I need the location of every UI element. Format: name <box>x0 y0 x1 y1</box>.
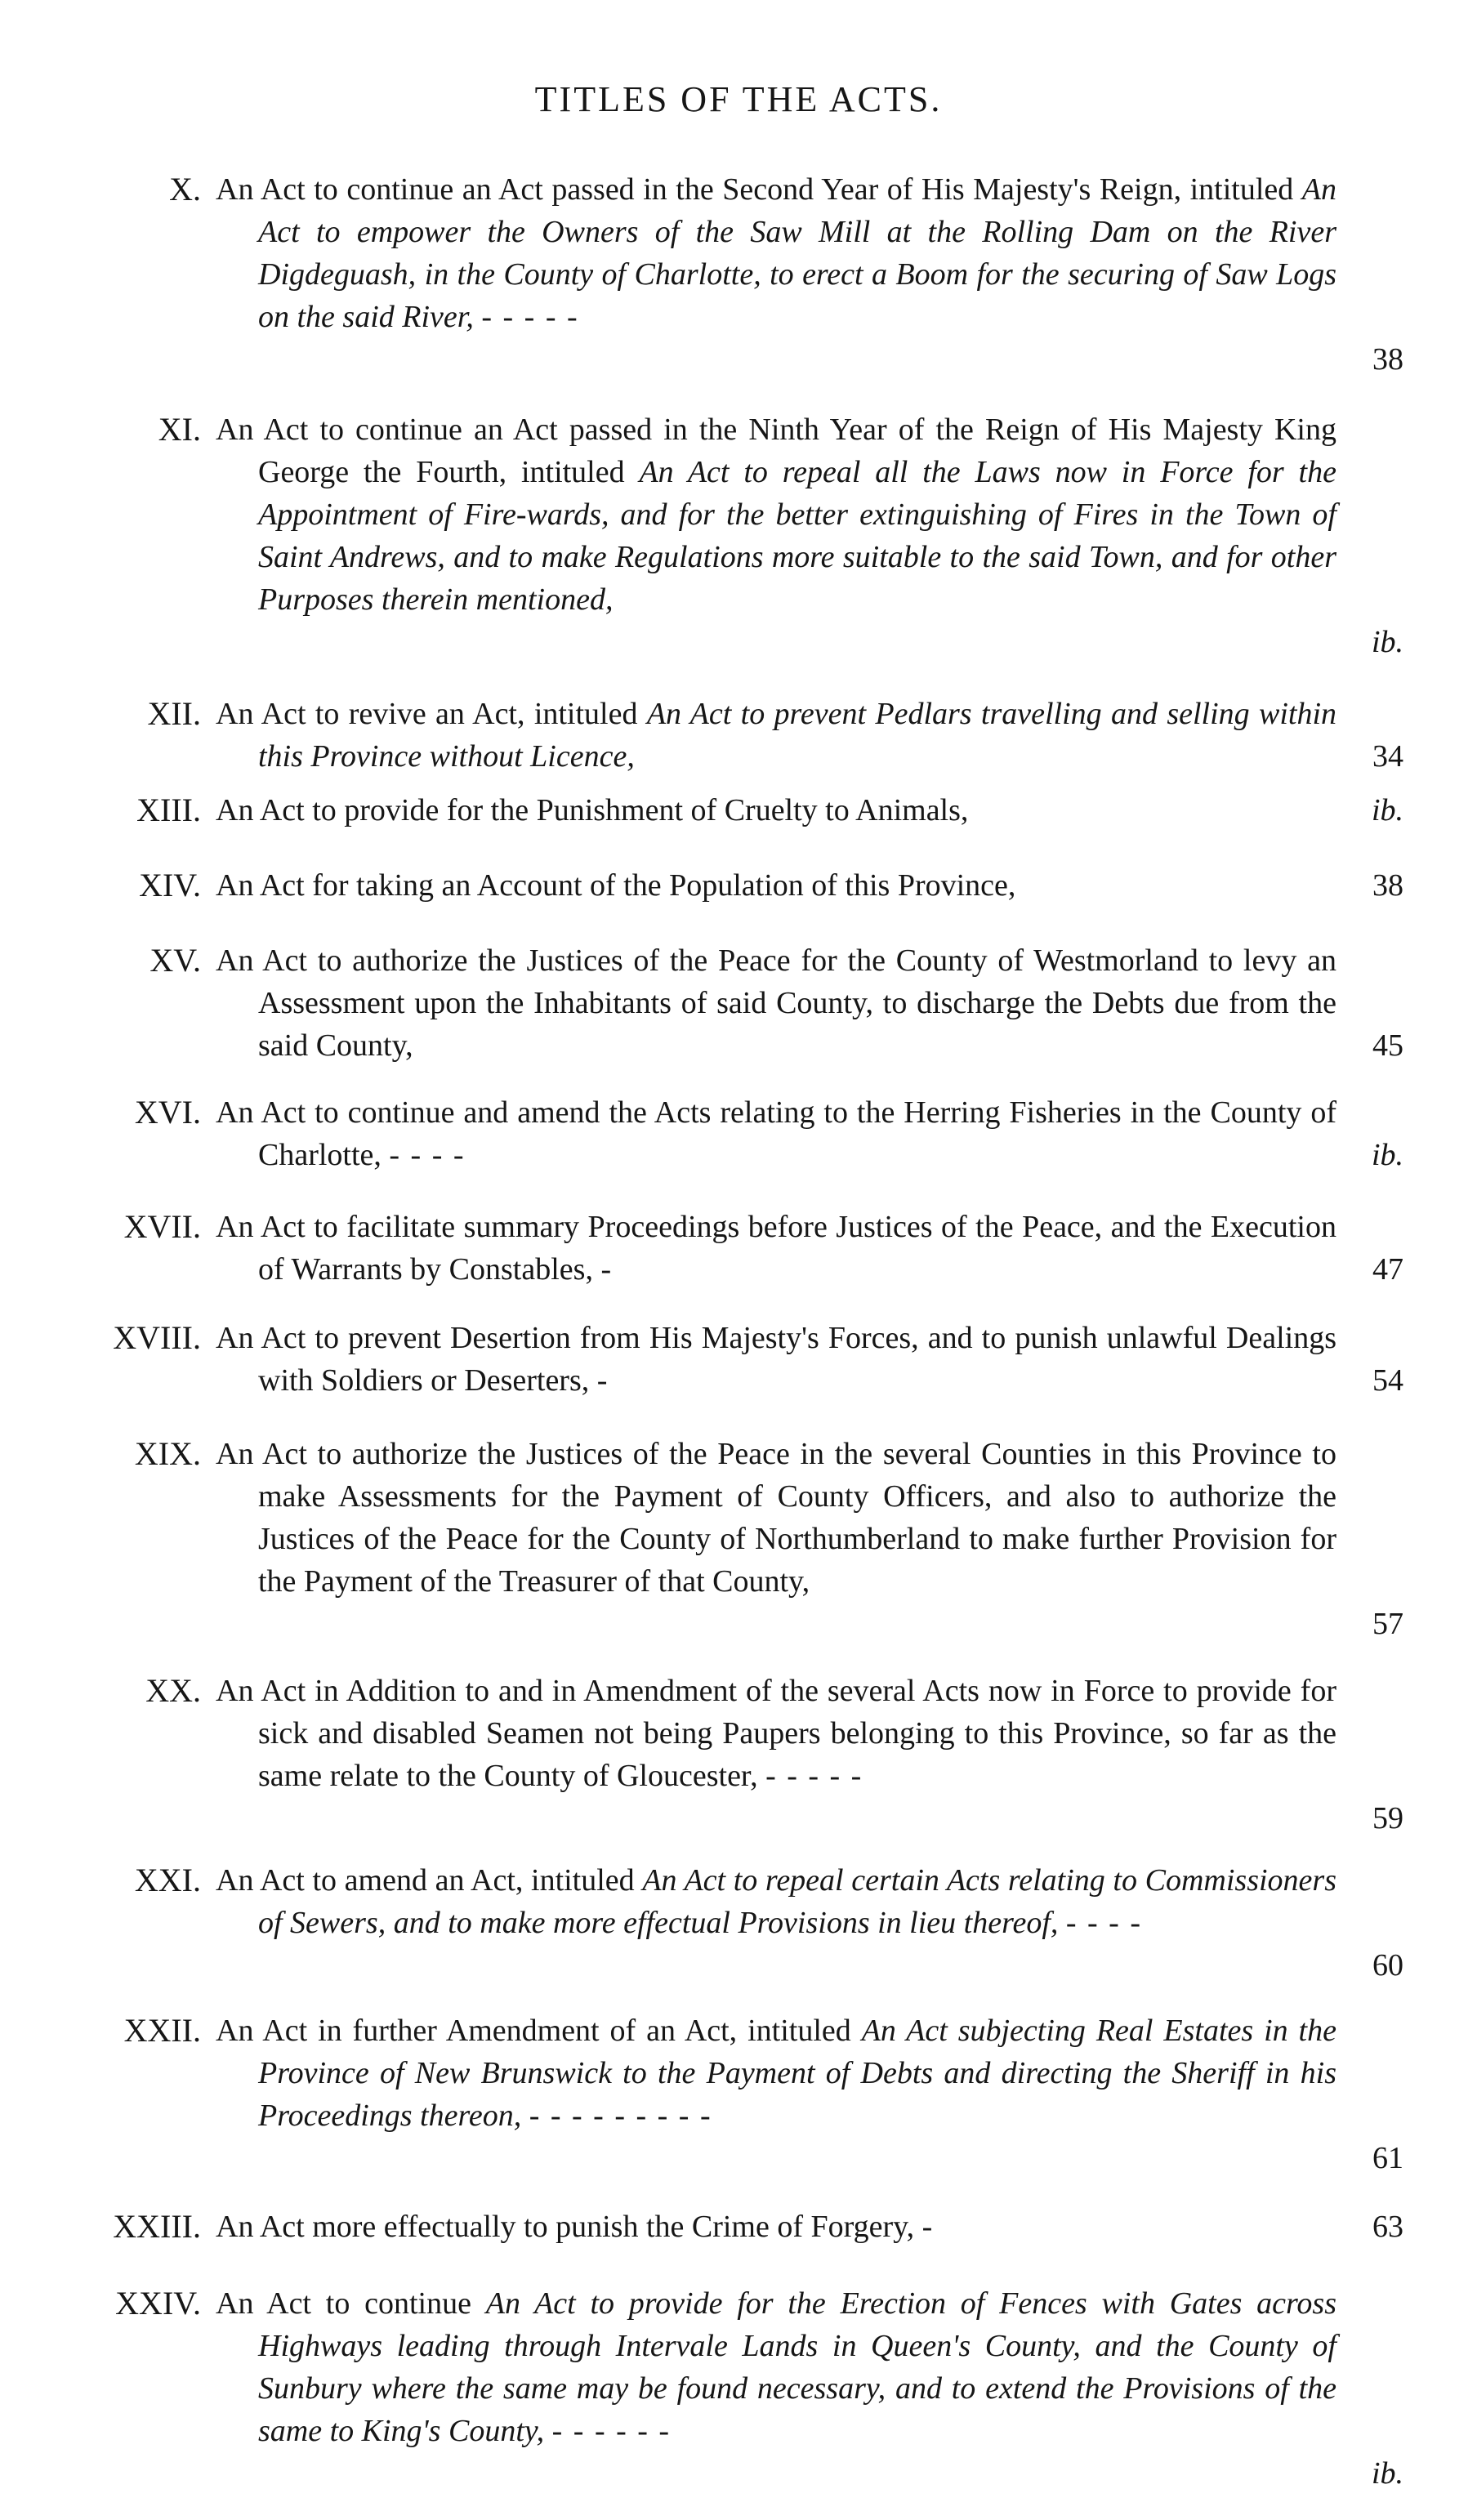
act-text: An Act to revive an Act, intituled <box>216 697 647 731</box>
act-text: An Act to facilitate summary Proceedings before Justices of the Peace, and the Execution of Warrants by Constables, <box>216 1210 1336 1287</box>
leader-dots: - - - - - - <box>551 2414 672 2448</box>
act-text: An Act more effectually to punish the Crime of Forgery, <box>216 2210 915 2244</box>
page-reference: 47 <box>1372 1252 1403 1287</box>
act-numeral: XIV. <box>139 867 201 903</box>
act-title <box>216 789 1336 832</box>
act-numeral: XXIII. <box>113 2208 201 2245</box>
act-title <box>216 1670 1336 1797</box>
page-reference: 60 <box>1372 1948 1403 1983</box>
act-numeral: XIX. <box>134 1435 201 1472</box>
page-reference: 57 <box>1372 1607 1403 1641</box>
act-numeral: XVIII. <box>113 1319 201 1356</box>
act-text: An Act to authorize the Justices of the Peace in the several Counties in this Province to make Assessments for the Payment of County Officers, and also to authorize the Justices of the Peace for the County of Northumberland to make further Provision for the Payment of the Treasurer of that County, <box>216 1437 1336 1599</box>
act-title <box>216 2282 1336 2452</box>
page-reference: ib. <box>1371 2456 1403 2491</box>
act-title <box>216 939 1336 1067</box>
act-numeral: XX. <box>145 1672 201 1709</box>
act-title <box>216 408 1336 621</box>
page-title: TITLES OF THE ACTS. <box>534 79 943 119</box>
act-numeral: XVI. <box>134 1094 201 1131</box>
act-text: An Act for taking an Account of the Population of this Province, <box>216 868 1016 903</box>
act-numeral: XVII. <box>123 1208 201 1245</box>
act-italic-title: An Act to provide for the Erection of Fences with Gates across Highways leading through Intervale Lands in Queen's County, and the County of Sunbury where the same may be found necessary, and to extend the Provisions of the same to King's County, <box>258 2286 1336 2448</box>
act-text: An Act in Addition to and in Amendment of the several Acts now in Force to provide for sick and disabled Seamen not being Paupers belonging to this Province, so far as the same relate to the County of Gloucester, <box>216 1674 1336 1793</box>
act-numeral: XXI. <box>134 1862 201 1898</box>
leader-dots: - - - - - - - - - <box>529 2099 712 2133</box>
page-reference: 38 <box>1372 868 1403 903</box>
act-numeral: XII. <box>147 695 201 732</box>
act-numeral: XV. <box>149 942 201 979</box>
act-title <box>216 168 1336 338</box>
act-title <box>216 2009 1336 2137</box>
leader-dots: - - - - - <box>765 1759 863 1793</box>
leader-dots: - - - - <box>1065 1906 1142 1940</box>
leader-dots: - - - - <box>389 1138 466 1172</box>
act-numeral: X. <box>169 171 201 207</box>
act-title <box>216 1206 1336 1291</box>
act-text: An Act to prevent Desertion from His Majesty's Forces, and to punish unlawful Dealings with Soldiers or Deserters, <box>216 1321 1336 1398</box>
act-numeral: XXII. <box>123 2012 201 2049</box>
act-italic-title: An Act to prevent Pedlars travelling and selling within this Province without Licence, <box>258 697 1336 774</box>
act-text: An Act to authorize the Justices of the Peace for the County of Westmorland to levy an Assessment upon the Inhabitants of said County, to discharge the Debts due from the said County, <box>216 943 1336 1063</box>
act-numeral: XIII. <box>136 792 201 828</box>
leader-dots: - <box>600 1252 614 1287</box>
act-title <box>216 864 1336 907</box>
act-title <box>216 1317 1336 1402</box>
act-text: An Act in further Amendment of an Act, intituled <box>216 2014 862 2048</box>
page-reference: 54 <box>1372 1363 1403 1398</box>
leader-dots: - - - - - <box>481 300 579 334</box>
act-title <box>216 2206 1336 2248</box>
page-reference: ib. <box>1371 793 1403 827</box>
leader-dots: - <box>921 2210 935 2244</box>
page-reference: 45 <box>1372 1028 1403 1063</box>
page-reference: 63 <box>1372 2210 1403 2244</box>
leader-dots: - <box>596 1363 609 1398</box>
act-text: An Act to continue <box>216 2286 486 2321</box>
page-reference: ib. <box>1371 1138 1403 1172</box>
page-reference: 34 <box>1372 739 1403 774</box>
act-title <box>216 1433 1336 1603</box>
page-reference: 38 <box>1372 342 1403 377</box>
page-reference: ib. <box>1371 625 1403 659</box>
act-italic-title: An Act to repeal certain Acts relating to Commissioners of Sewers, and to make more effectual Provisions in lieu thereof, <box>258 1863 1336 1940</box>
act-numeral: XXIV. <box>115 2285 201 2322</box>
act-italic-title: An Act to repeal all the Laws now in Force for the Appointment of Fire-wards, and for the better extinguishing of Fires in the Town of Saint Andrews, and to make Regulations more suitable to the said Town, and for other Purposes therein mentioned, <box>258 455 1336 617</box>
act-text: An Act to amend an Act, intituled <box>216 1863 643 1898</box>
page-reference: 61 <box>1372 2141 1403 2175</box>
act-italic-title: An Act to empower the Owners of the Saw Mill at the Rolling Dam on the River Digdeguash, in the County of Charlotte, to erect a Boom for the securing of Saw Logs on the said River, <box>258 172 1336 334</box>
act-text: An Act to continue an Act passed in the Second Year of His Majesty's Reign, intituled <box>216 172 1302 207</box>
act-text: An Act to continue and amend the Acts relating to the Herring Fisheries in the County of Charlotte, <box>216 1095 1336 1172</box>
act-title <box>216 1859 1336 1944</box>
act-numeral: XI. <box>158 411 201 448</box>
act-italic-title: An Act subjecting Real Estates in the Province of New Brunswick to the Payment of Debts and directing the Sheriff in his Proceedings thereon, <box>258 2014 1336 2133</box>
act-text: An Act to continue an Act passed in the Ninth Year of the Reign of His Majesty King George the Fourth, intituled <box>216 413 1336 489</box>
act-text: An Act to provide for the Punishment of Cruelty to Animals, <box>216 793 969 827</box>
act-title <box>216 1091 1336 1176</box>
page-reference: 59 <box>1372 1801 1403 1835</box>
act-title <box>216 693 1336 778</box>
